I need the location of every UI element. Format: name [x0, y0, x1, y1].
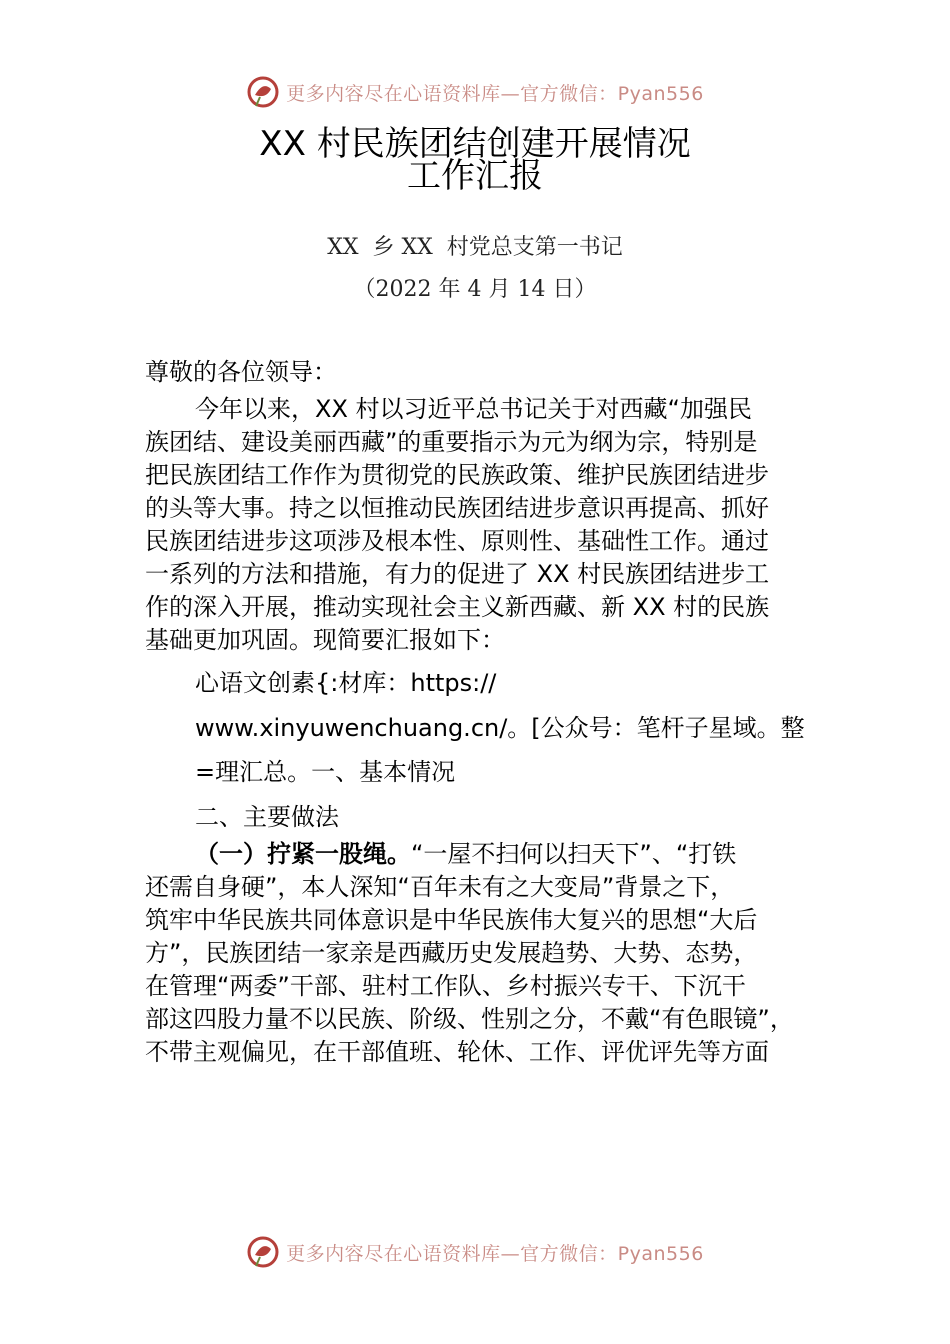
intro-line: 把民族团结工作作为贯彻党的民族政策、维护民族团结进步: [145, 461, 769, 489]
subsection-heading: （一）拧紧一股绳。: [195, 840, 411, 868]
para-line: 方”，民族团结一家亲是西藏历史发展趋势、大势、态势，: [145, 939, 758, 967]
watermark-text: 更多内容尽在心语资料库—官方微信：Pyan556: [286, 82, 704, 105]
intro-line: 族团结、建设美丽西藏”的重要指示为元为纲为宗，特别是: [145, 428, 758, 456]
watermark-text: 更多内容尽在心语资料库—官方微信：Pyan556: [286, 1242, 704, 1265]
watermark-banner-top: [0, 72, 950, 112]
note-line: =理汇总。一、基本情况: [195, 758, 456, 786]
para-line: 不带主观偏见，在干部值班、轮休、工作、评优评先等方面: [145, 1038, 769, 1066]
intro-line: 今年以来，XX 村以习近平总书记关于对西藏“加强民: [195, 395, 752, 423]
section-heading: 二、主要做法: [195, 803, 339, 831]
para-line: 部这四股力量不以民族、阶级、性别之分，不戴“有色眼镜”，: [145, 1005, 794, 1033]
rose-logo-icon: [246, 1235, 280, 1269]
intro-line: 基础更加巩固。现简要汇报如下：: [145, 626, 505, 654]
report-author: XX 乡 XX 村党总支第一书记: [327, 235, 623, 260]
report-date: （2022 年 4 月 14 日）: [353, 277, 597, 302]
rose-logo-icon: [246, 75, 280, 109]
note-line: www.xinyuwenchuang.cn/。[公众号：笔杆子星域。整: [195, 714, 805, 742]
para-line: 在管理“两委”干部、驻村工作队、乡村振兴专干、下沉干: [145, 972, 746, 1000]
para-line: 筑牢中华民族共同体意识是中华民族伟大复兴的思想“大后: [145, 906, 758, 934]
para-line: 还需自身硬”，本人深知“百年未有之大变局”背景之下，: [145, 873, 735, 901]
intro-line: 的头等大事。持之以恒推动民族团结进步意识再提高、抓好: [145, 494, 769, 522]
intro-line: 作的深入开展，推动实现社会主义新西藏、新 XX 村的民族: [145, 593, 770, 621]
salutation: 尊敬的各位领导：: [145, 358, 337, 386]
note-line: 心语文创素{:材库：https://: [195, 669, 497, 697]
intro-line: 民族团结进步这项涉及根本性、原则性、基础性工作。通过: [145, 527, 769, 555]
para-line: （一）拧紧一股绳。“一屋不扫何以扫天下”、“打铁: [195, 840, 737, 868]
report-title-line-2: 工作汇报: [407, 156, 543, 196]
watermark-banner-bottom: [0, 1232, 950, 1272]
intro-line: 一系列的方法和措施，有力的促进了 XX 村民族团结进步工: [145, 560, 770, 588]
report-title-line-1: XX 村民族团结创建开展情况: [259, 124, 691, 164]
